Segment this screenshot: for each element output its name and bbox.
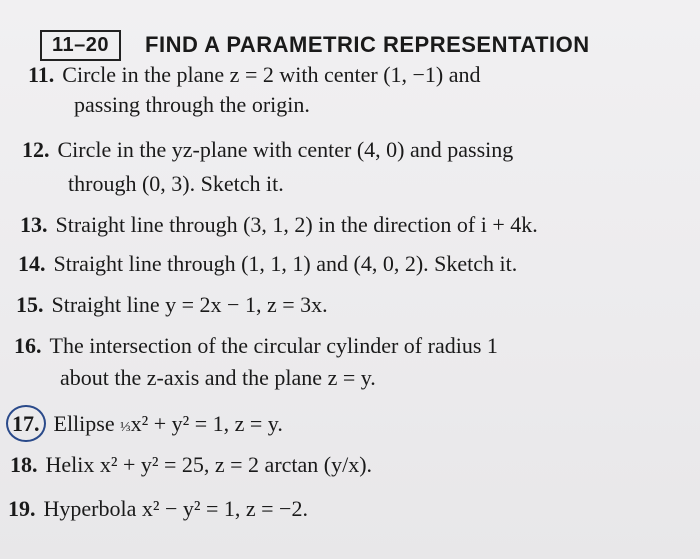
problem-text: Straight line through (3, 1, 2) in the direction of i + 4k. [55, 212, 538, 237]
problem-12-continued: through (0, 3). Sketch it. [68, 171, 284, 196]
problem-text: Hyperbola x² − y² = 1, z = −2. [43, 496, 308, 521]
problem-text: Straight line through (1, 1, 1) and (4, 0, 2). Sketch it. [53, 251, 518, 276]
fraction-one-third: ⅓ [120, 420, 131, 435]
problem-11-continued: passing through the origin. [74, 92, 310, 117]
problem-19 [8, 492, 308, 525]
problem-12 [22, 133, 513, 166]
problem-number: 12. [22, 137, 50, 162]
problem-number: 15. [16, 292, 44, 317]
problem-text: The intersection of the circular cylinder of radius 1 [49, 333, 498, 358]
problem-text: Helix x² + y² = 25, z = 2 arctan (y/x). [45, 452, 373, 477]
problem-18 [10, 448, 372, 481]
problem-16 [14, 329, 498, 362]
section-title: FIND A PARAMETRIC REPRESENTATION [145, 32, 590, 57]
problem-number: 19. [8, 496, 36, 521]
problem-13 [20, 208, 538, 241]
problem-text: Straight line y = 2x − 1, z = 3x. [51, 292, 328, 317]
problem-17 [12, 405, 283, 444]
problem-number: 14. [18, 251, 46, 276]
circled-problem-number: 17. [6, 405, 46, 442]
problem-number: 18. [10, 452, 38, 477]
problem-text-suffix: x² + y² = 1, z = y. [130, 411, 283, 436]
problem-number: 16. [14, 333, 42, 358]
problem-text: Circle in the yz-plane with center (4, 0) and passing [57, 137, 514, 162]
problem-14 [18, 247, 517, 280]
problem-number: 11. [28, 62, 55, 87]
problem-16-continued: about the z-axis and the plane z = y. [60, 365, 376, 390]
problem-11 [28, 58, 481, 91]
problem-number: 13. [20, 212, 48, 237]
problem-text-prefix: Ellipse [53, 411, 121, 436]
problem-15 [16, 288, 328, 321]
problem-text: Circle in the plane z = 2 with center (1, −1) and [62, 62, 481, 87]
problem-range-label: 11–20 [40, 30, 121, 61]
